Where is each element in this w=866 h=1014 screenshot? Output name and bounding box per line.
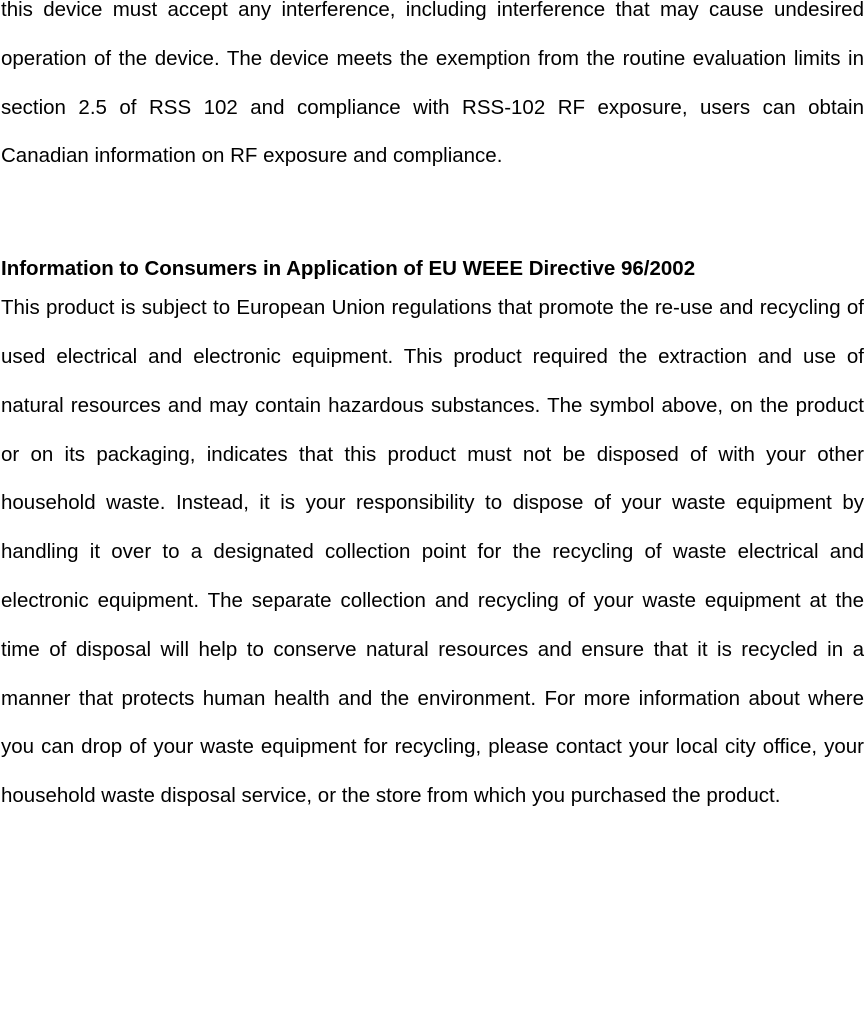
document-page — [1, 0, 864, 821]
rss-compliance-paragraph: this device must accept any interference, including interference that may cause undesired operation of the device. The device meets the exemption from the routine evaluation limits in section 2.5 of RSS 102 and compliance with RSS-102 RF exposure, users can obtain Canadian information on RF exposure and compliance. — [1, 0, 864, 168]
weee-paragraph: This product is subject to European Union regulations that promote the re-use and recycling of used electrical and electronic equipment. This product required the extraction and use of natural resources and may contain hazardous substances. The symbol above, on the product or on its packaging, indicates that this product must not be disposed of with your other household waste. Instead, it is your responsibility to dispose of your waste equipment by handling it over to a designated collection point for the recycling of waste electrical and electronic equipment. The separate collection and recycling of your waste equipment at the time of disposal will help to conserve natural resources and ensure that it is recycled in a manner that protects human health and the environment. For more information about where you can drop of your waste equipment for recycling, please contact your local city office, your household waste disposal service, or the store from which you purchased the product. — [1, 296, 864, 808]
weee-section-heading: Information to Consumers in Application of EU WEEE Directive 96/2002 — [1, 257, 696, 281]
